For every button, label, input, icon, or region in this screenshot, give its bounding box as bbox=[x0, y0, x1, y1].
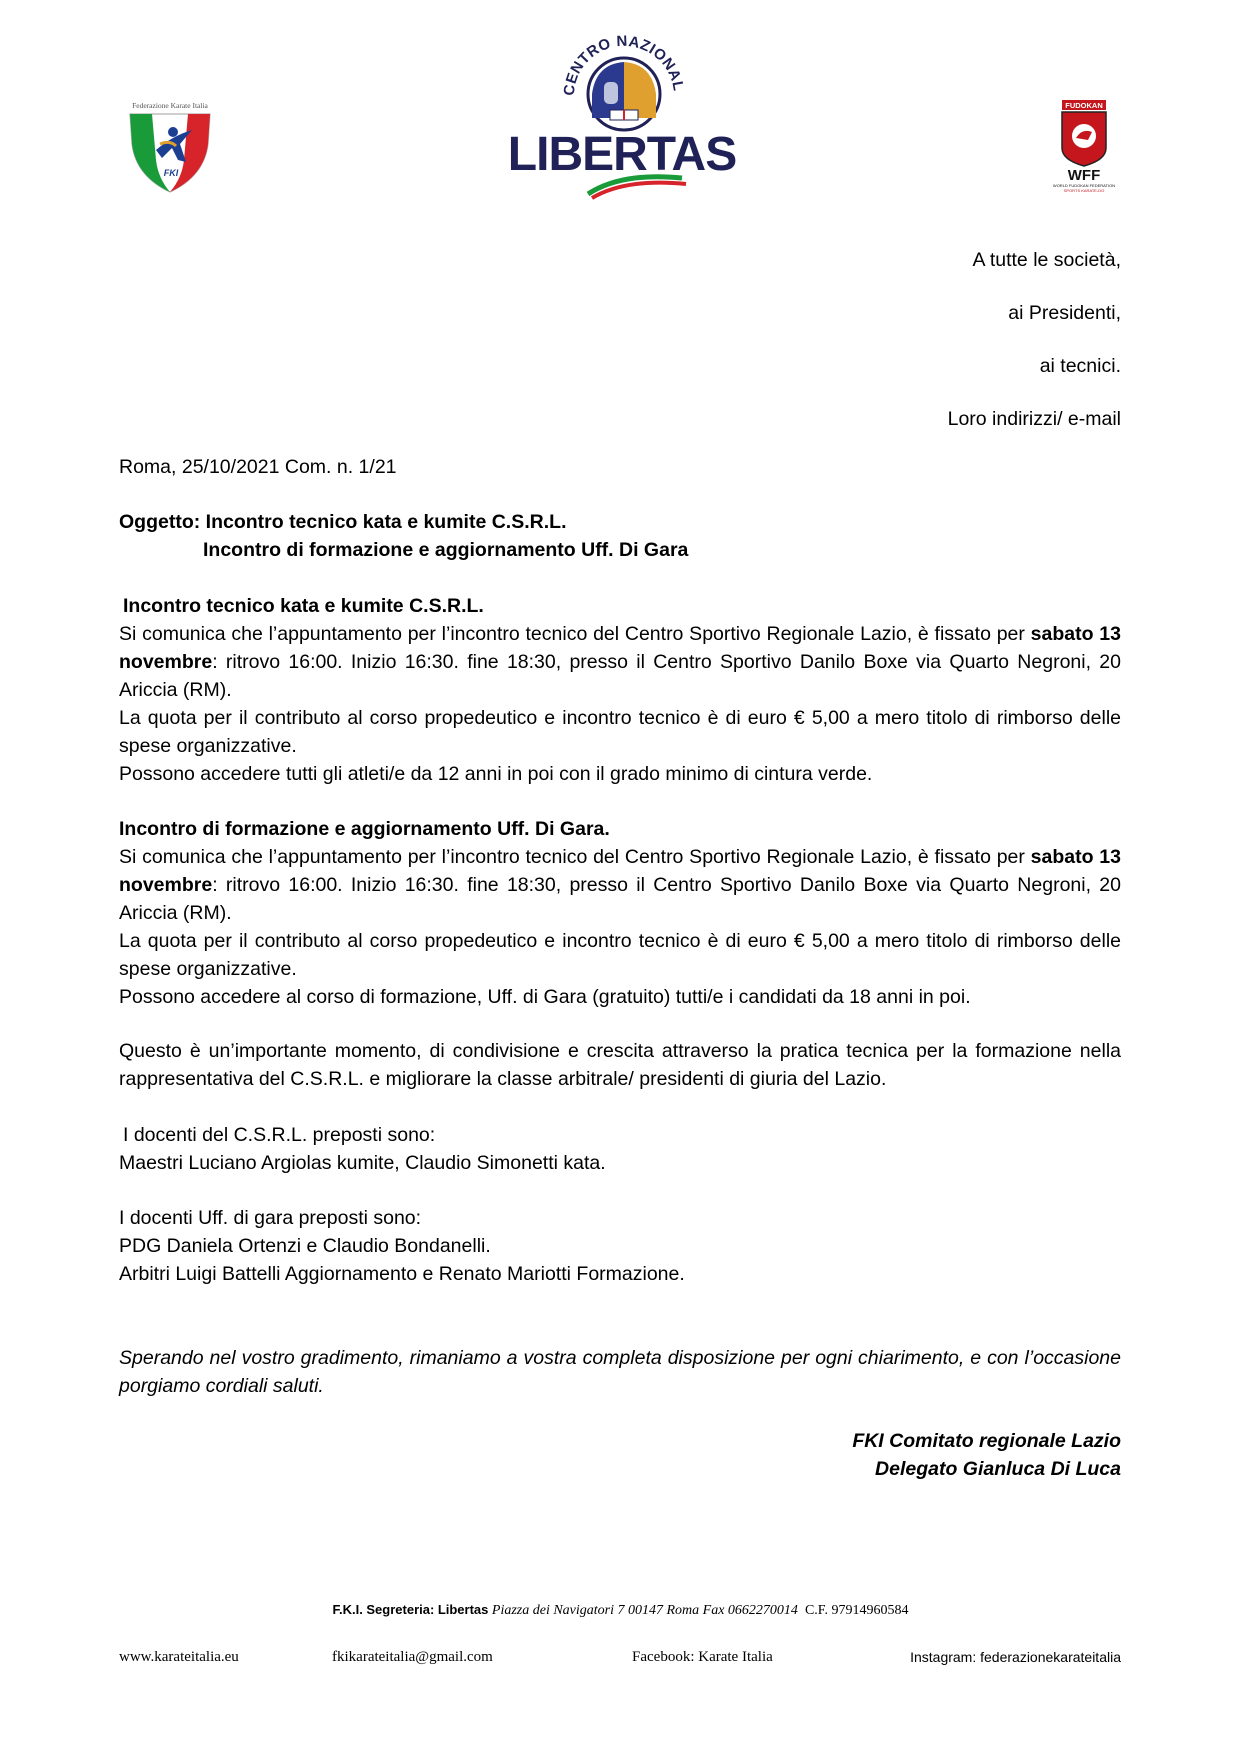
section-csrl-para-1: Si comunica che l’appuntamento per l’incontro tecnico del Centro Sportivo Regionale Lazio, è fissato per sabato 13 novembre: ritrovo 16:00. Inizio 16:30. fine 18:30, presso il Centro Sportivo Danilo Boxe via Quarto Negroni, 20 Ariccia (RM). bbox=[119, 623, 1121, 701]
fki-logo bbox=[120, 100, 220, 196]
docenti-uff-block bbox=[119, 1204, 1121, 1288]
docenti-csrl-line-2: Maestri Luciano Argiolas kumite, Claudio Simonetti kata. bbox=[119, 1152, 606, 1174]
wff-name: WFF bbox=[1067, 167, 1101, 184]
section-uff-heading: Incontro di formazione e aggiornamento Uff. Di Gara. bbox=[119, 818, 610, 840]
footer-libertas: Libertas bbox=[437, 1602, 489, 1617]
section-uff bbox=[119, 815, 1121, 1011]
docenti-csrl-block bbox=[119, 1121, 1121, 1177]
docenti-uff-line-1: I docenti Uff. di gara preposti sono: bbox=[119, 1207, 422, 1229]
recipient-line: Loro indirizzi/ e-mail bbox=[947, 408, 1121, 430]
subject-line-1: Incontro tecnico kata e kumite C.S.R.L. bbox=[205, 511, 567, 533]
section-csrl bbox=[119, 592, 1121, 788]
signature-line-1: FKI Comitato regionale Lazio bbox=[852, 1430, 1121, 1452]
section-csrl-para-2: La quota per il contributo al corso propedeutico e incontro tecnico è di euro € 5,00 a mero titolo di rimborso delle spese organizzative. bbox=[119, 707, 1121, 757]
fki-mark: FKI bbox=[163, 168, 179, 178]
libertas-logo bbox=[492, 22, 752, 200]
footer-email-link[interactable]: fkikarateitalia@gmail.com bbox=[332, 1649, 493, 1665]
closing-paragraph: Sperando nel vostro gradimento, rimaniamo a vostra completa disposizione per ogni chiarimento, e con l’occasione porgiamo cordiali saluti. bbox=[119, 1347, 1121, 1397]
libertas-wordmark: LIBERTAS bbox=[507, 128, 737, 181]
section-csrl-heading: Incontro tecnico kata e kumite C.S.R.L. bbox=[123, 595, 484, 617]
footer-facebook-link[interactable]: Facebook: Karate Italia bbox=[632, 1649, 773, 1665]
section-uff-para-3: Possono accedere al corso di formazione, Uff. di Gara (gratuito) tutti/e i candidati da 18 anni in poi. bbox=[119, 986, 971, 1008]
subject-line-2: Incontro di formazione e aggiornamento Uff. Di Gara bbox=[203, 539, 689, 561]
wff-top-text: FUDOKAN bbox=[1065, 101, 1103, 110]
footer-links bbox=[119, 1649, 1121, 1669]
libertas-emblem-icon bbox=[492, 22, 752, 200]
footer-website-link[interactable]: www.karateitalia.eu bbox=[119, 1649, 239, 1665]
footer-org: F.K.I. bbox=[332, 1602, 363, 1617]
subject-block bbox=[119, 508, 1121, 564]
subject-label: Oggetto: bbox=[119, 511, 201, 533]
wff-sub2: SPORTS KARATE-DO bbox=[1063, 188, 1105, 193]
fki-shield-icon bbox=[120, 100, 220, 196]
wff-sub1: WORLD FUDOKAN FEDERATION bbox=[1052, 183, 1116, 188]
section-uff-para-2: La quota per il contributo al corso propedeutico e incontro tecnico è di euro € 5,00 a mero titolo di rimborso delle spese organizzative. bbox=[119, 930, 1121, 980]
docenti-uff-line-2: PDG Daniela Ortenzi e Claudio Bondanelli. bbox=[119, 1235, 491, 1257]
recipient-line: ai tecnici. bbox=[1039, 355, 1121, 377]
libertas-ring-text: CENTRO NAZIONAL bbox=[560, 32, 687, 97]
docenti-csrl-line-1: I docenti del C.S.R.L. preposti sono: bbox=[123, 1124, 436, 1146]
footer-label: Segreteria: bbox=[366, 1602, 435, 1617]
footer-address bbox=[0, 1602, 1241, 1619]
signature-block bbox=[119, 1427, 1121, 1483]
importance-paragraph: Questo è un’importante momento, di condivisione e crescita attraverso la pratica tecnica per la formazione nella rappresentativa del C.S.R.L. e migliorare la classe arbitrale/ presidenti di giuria del Lazio. bbox=[119, 1040, 1121, 1090]
footer-cf: C.F. 97914960584 bbox=[804, 1603, 909, 1618]
wff-logo bbox=[1048, 98, 1120, 194]
signature-line-2: Delegato Gianluca Di Luca bbox=[875, 1458, 1121, 1480]
wff-badge-icon bbox=[1048, 98, 1120, 194]
recipients-block bbox=[119, 246, 1121, 458]
footer-instagram-link[interactable]: Instagram: federazionekarateitalia bbox=[910, 1649, 1121, 1665]
recipient-line: ai Presidenti, bbox=[1008, 302, 1121, 324]
footer-street: Piazza dei Navigatori 7 00147 Roma Fax 0662270014 bbox=[491, 1603, 798, 1618]
recipient-line: A tutte le società, bbox=[972, 249, 1121, 271]
date-line: Roma, 25/10/2021 Com. n. 1/21 bbox=[119, 456, 397, 478]
docenti-uff-line-3: Arbitri Luigi Battelli Aggiornamento e Renato Mariotti Formazione. bbox=[119, 1263, 685, 1285]
fki-caption: Federazione Karate Italia bbox=[132, 101, 208, 110]
section-uff-para-1: Si comunica che l’appuntamento per l’incontro tecnico del Centro Sportivo Regionale Lazio, è fissato per sabato 13 novembre: ritrovo 16:00. Inizio 16:30. fine 18:30, presso il Centro Sportivo Danilo Boxe via Quarto Negroni, 20 Ariccia (RM). bbox=[119, 846, 1121, 924]
section-csrl-para-3: Possono accedere tutti gli atleti/e da 12 anni in poi con il grado minimo di cintura verde. bbox=[119, 763, 873, 785]
